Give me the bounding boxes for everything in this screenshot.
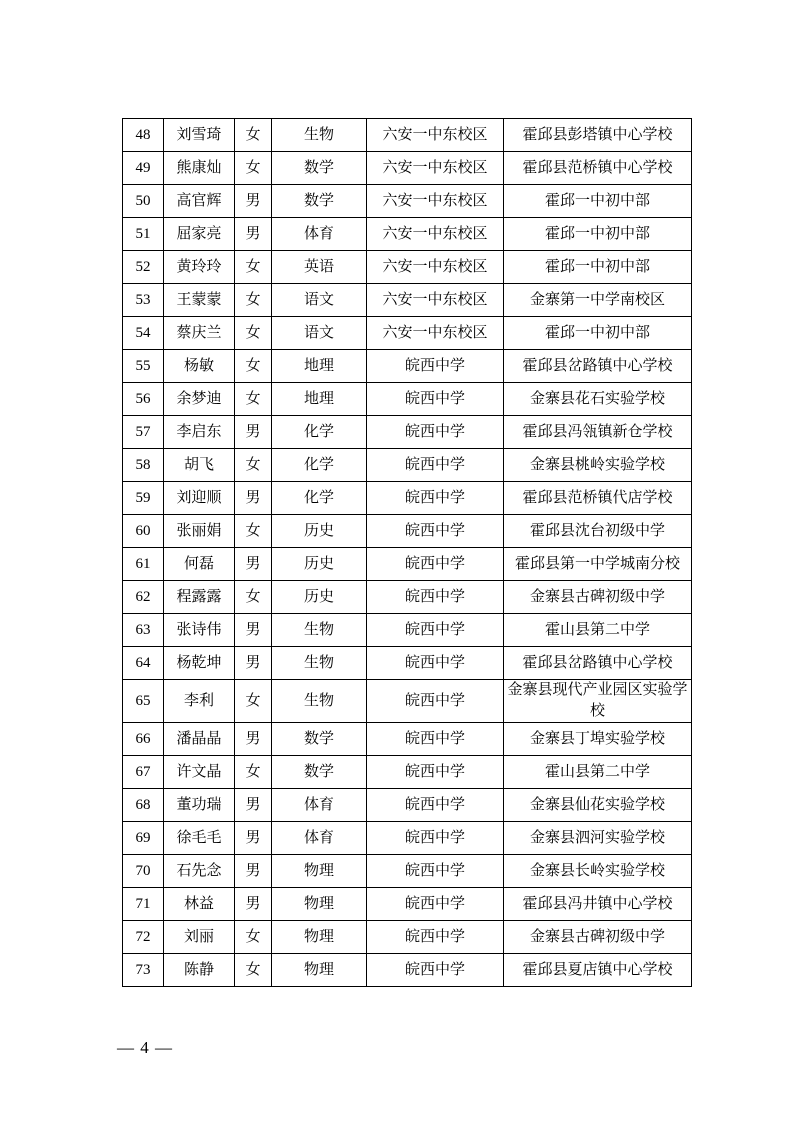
cell-row-number: 69: [123, 822, 164, 855]
table-row: [123, 185, 692, 218]
table-row: [123, 614, 692, 647]
cell-gender: 女: [235, 449, 272, 482]
cell-name: 余梦迪: [164, 383, 235, 416]
cell-gender: 女: [235, 954, 272, 987]
cell-row-number: 59: [123, 482, 164, 515]
cell-name: 刘丽: [164, 921, 235, 954]
cell-destination-school: 皖西中学: [367, 954, 504, 987]
cell-gender: 男: [235, 647, 272, 680]
cell-origin-school: 金寨县桃岭实验学校: [504, 449, 692, 482]
table-row: [123, 756, 692, 789]
cell-row-number: 56: [123, 383, 164, 416]
cell-gender: 男: [235, 888, 272, 921]
cell-gender: 女: [235, 921, 272, 954]
cell-destination-school: 六安一中东校区: [367, 317, 504, 350]
cell-name: 杨敏: [164, 350, 235, 383]
cell-gender: 女: [235, 515, 272, 548]
cell-gender: 女: [235, 119, 272, 152]
cell-gender: 男: [235, 855, 272, 888]
cell-origin-school: 霍邱县范桥镇代店学校: [504, 482, 692, 515]
cell-name: 李启东: [164, 416, 235, 449]
cell-subject: 地理: [272, 350, 367, 383]
cell-origin-school: 霍邱县岔路镇中心学校: [504, 647, 692, 680]
cell-origin-school: 霍邱县彭塔镇中心学校: [504, 119, 692, 152]
cell-destination-school: 皖西中学: [367, 855, 504, 888]
cell-subject: 语文: [272, 284, 367, 317]
cell-destination-school: 六安一中东校区: [367, 284, 504, 317]
cell-row-number: 61: [123, 548, 164, 581]
cell-row-number: 54: [123, 317, 164, 350]
cell-subject: 语文: [272, 317, 367, 350]
cell-origin-school: 金寨县长岭实验学校: [504, 855, 692, 888]
table-row: [123, 152, 692, 185]
cell-origin-school: 霍邱县冯井镇中心学校: [504, 888, 692, 921]
cell-subject: 化学: [272, 449, 367, 482]
cell-origin-school: 霍邱一中初中部: [504, 317, 692, 350]
cell-destination-school: 皖西中学: [367, 482, 504, 515]
cell-name: 高官辉: [164, 185, 235, 218]
cell-destination-school: 皖西中学: [367, 548, 504, 581]
cell-destination-school: 皖西中学: [367, 723, 504, 756]
cell-gender: 女: [235, 350, 272, 383]
cell-row-number: 51: [123, 218, 164, 251]
cell-destination-school: 六安一中东校区: [367, 218, 504, 251]
cell-name: 蔡庆兰: [164, 317, 235, 350]
table-row: [123, 723, 692, 756]
cell-subject: 生物: [272, 680, 367, 723]
cell-gender: 男: [235, 723, 272, 756]
cell-gender: 男: [235, 548, 272, 581]
table-row: [123, 921, 692, 954]
cell-origin-school: 霍邱一中初中部: [504, 185, 692, 218]
cell-gender: 女: [235, 383, 272, 416]
cell-gender: 女: [235, 317, 272, 350]
cell-subject: 英语: [272, 251, 367, 284]
cell-origin-school: 霍邱县冯瓴镇新仓学校: [504, 416, 692, 449]
cell-origin-school: 霍山县第二中学: [504, 756, 692, 789]
cell-gender: 女: [235, 581, 272, 614]
cell-row-number: 52: [123, 251, 164, 284]
cell-destination-school: 皖西中学: [367, 449, 504, 482]
cell-row-number: 64: [123, 647, 164, 680]
cell-origin-school: 霍山县第二中学: [504, 614, 692, 647]
cell-gender: 男: [235, 482, 272, 515]
cell-origin-school: 霍邱县范桥镇中心学校: [504, 152, 692, 185]
cell-row-number: 57: [123, 416, 164, 449]
cell-destination-school: 皖西中学: [367, 822, 504, 855]
cell-destination-school: 皖西中学: [367, 756, 504, 789]
cell-subject: 地理: [272, 383, 367, 416]
teacher-roster-table: [122, 118, 692, 987]
cell-destination-school: 皖西中学: [367, 789, 504, 822]
cell-destination-school: 皖西中学: [367, 416, 504, 449]
cell-row-number: 60: [123, 515, 164, 548]
cell-row-number: 66: [123, 723, 164, 756]
cell-destination-school: 皖西中学: [367, 647, 504, 680]
cell-origin-school: 霍邱县夏店镇中心学校: [504, 954, 692, 987]
cell-row-number: 53: [123, 284, 164, 317]
cell-origin-school: 金寨县花石实验学校: [504, 383, 692, 416]
cell-subject: 数学: [272, 723, 367, 756]
cell-origin-school: 金寨第一中学南校区: [504, 284, 692, 317]
cell-gender: 女: [235, 251, 272, 284]
cell-destination-school: 皖西中学: [367, 515, 504, 548]
table-row: [123, 680, 692, 723]
cell-name: 屈家亮: [164, 218, 235, 251]
cell-subject: 体育: [272, 218, 367, 251]
table-row: [123, 482, 692, 515]
table-row: [123, 317, 692, 350]
cell-name: 程露露: [164, 581, 235, 614]
cell-row-number: 58: [123, 449, 164, 482]
cell-subject: 历史: [272, 515, 367, 548]
table-row: [123, 449, 692, 482]
cell-name: 徐毛毛: [164, 822, 235, 855]
cell-name: 潘晶晶: [164, 723, 235, 756]
cell-row-number: 50: [123, 185, 164, 218]
cell-origin-school: 金寨县泗河实验学校: [504, 822, 692, 855]
cell-origin-school: 金寨县古碑初级中学: [504, 921, 692, 954]
cell-destination-school: 皖西中学: [367, 680, 504, 723]
cell-origin-school: 霍邱县沈台初级中学: [504, 515, 692, 548]
cell-destination-school: 皖西中学: [367, 888, 504, 921]
cell-gender: 男: [235, 614, 272, 647]
cell-row-number: 65: [123, 680, 164, 723]
cell-subject: 历史: [272, 581, 367, 614]
cell-subject: 体育: [272, 822, 367, 855]
table-row: [123, 548, 692, 581]
cell-origin-school: 霍邱一中初中部: [504, 251, 692, 284]
cell-gender: 男: [235, 822, 272, 855]
table-row: [123, 350, 692, 383]
cell-subject: 物理: [272, 921, 367, 954]
cell-origin-school: 金寨县仙花实验学校: [504, 789, 692, 822]
cell-gender: 男: [235, 789, 272, 822]
table-row: [123, 581, 692, 614]
cell-row-number: 49: [123, 152, 164, 185]
table-row: [123, 647, 692, 680]
table-row: [123, 383, 692, 416]
table-row: [123, 119, 692, 152]
cell-destination-school: 皖西中学: [367, 581, 504, 614]
cell-row-number: 62: [123, 581, 164, 614]
cell-subject: 化学: [272, 416, 367, 449]
table-row: [123, 251, 692, 284]
teacher-roster-table-body: [123, 119, 692, 987]
cell-subject: 数学: [272, 185, 367, 218]
table-row: [123, 218, 692, 251]
cell-name: 李利: [164, 680, 235, 723]
cell-gender: 男: [235, 185, 272, 218]
table-row: [123, 954, 692, 987]
cell-name: 胡飞: [164, 449, 235, 482]
table-row: [123, 416, 692, 449]
cell-row-number: 67: [123, 756, 164, 789]
cell-origin-school: 霍邱一中初中部: [504, 218, 692, 251]
cell-destination-school: 六安一中东校区: [367, 119, 504, 152]
cell-subject: 体育: [272, 789, 367, 822]
cell-row-number: 71: [123, 888, 164, 921]
table-row: [123, 789, 692, 822]
cell-subject: 生物: [272, 119, 367, 152]
cell-origin-school: 金寨县现代产业园区实验学校: [504, 680, 692, 723]
cell-destination-school: 皖西中学: [367, 383, 504, 416]
cell-subject: 数学: [272, 756, 367, 789]
table-row: [123, 284, 692, 317]
cell-gender: 男: [235, 416, 272, 449]
cell-subject: 化学: [272, 482, 367, 515]
cell-row-number: 63: [123, 614, 164, 647]
cell-subject: 生物: [272, 614, 367, 647]
cell-subject: 生物: [272, 647, 367, 680]
cell-destination-school: 六安一中东校区: [367, 251, 504, 284]
cell-row-number: 70: [123, 855, 164, 888]
cell-name: 熊康灿: [164, 152, 235, 185]
cell-name: 刘迎顺: [164, 482, 235, 515]
cell-name: 刘雪琦: [164, 119, 235, 152]
page-number: — 4 —: [117, 1038, 173, 1057]
cell-name: 董功瑞: [164, 789, 235, 822]
cell-name: 张诗伟: [164, 614, 235, 647]
cell-name: 林益: [164, 888, 235, 921]
cell-row-number: 73: [123, 954, 164, 987]
table-row: [123, 515, 692, 548]
table-row: [123, 855, 692, 888]
cell-name: 王蒙蒙: [164, 284, 235, 317]
cell-gender: 女: [235, 756, 272, 789]
cell-gender: 男: [235, 218, 272, 251]
cell-name: 许文晶: [164, 756, 235, 789]
cell-name: 黄玲玲: [164, 251, 235, 284]
cell-origin-school: 霍邱县第一中学城南分校: [504, 548, 692, 581]
cell-name: 何磊: [164, 548, 235, 581]
cell-row-number: 72: [123, 921, 164, 954]
table-row: [123, 888, 692, 921]
cell-origin-school: 金寨县丁埠实验学校: [504, 723, 692, 756]
cell-subject: 物理: [272, 888, 367, 921]
cell-gender: 女: [235, 152, 272, 185]
cell-destination-school: 皖西中学: [367, 921, 504, 954]
cell-destination-school: 皖西中学: [367, 614, 504, 647]
cell-row-number: 48: [123, 119, 164, 152]
cell-subject: 数学: [272, 152, 367, 185]
cell-destination-school: 六安一中东校区: [367, 185, 504, 218]
cell-gender: 女: [235, 680, 272, 723]
cell-row-number: 68: [123, 789, 164, 822]
table-row: [123, 822, 692, 855]
cell-origin-school: 霍邱县岔路镇中心学校: [504, 350, 692, 383]
cell-name: 杨乾坤: [164, 647, 235, 680]
cell-subject: 历史: [272, 548, 367, 581]
cell-destination-school: 皖西中学: [367, 350, 504, 383]
cell-destination-school: 六安一中东校区: [367, 152, 504, 185]
cell-row-number: 55: [123, 350, 164, 383]
cell-subject: 物理: [272, 954, 367, 987]
cell-name: 陈静: [164, 954, 235, 987]
cell-gender: 女: [235, 284, 272, 317]
cell-subject: 物理: [272, 855, 367, 888]
cell-name: 张丽娟: [164, 515, 235, 548]
cell-name: 石先念: [164, 855, 235, 888]
cell-origin-school: 金寨县古碑初级中学: [504, 581, 692, 614]
